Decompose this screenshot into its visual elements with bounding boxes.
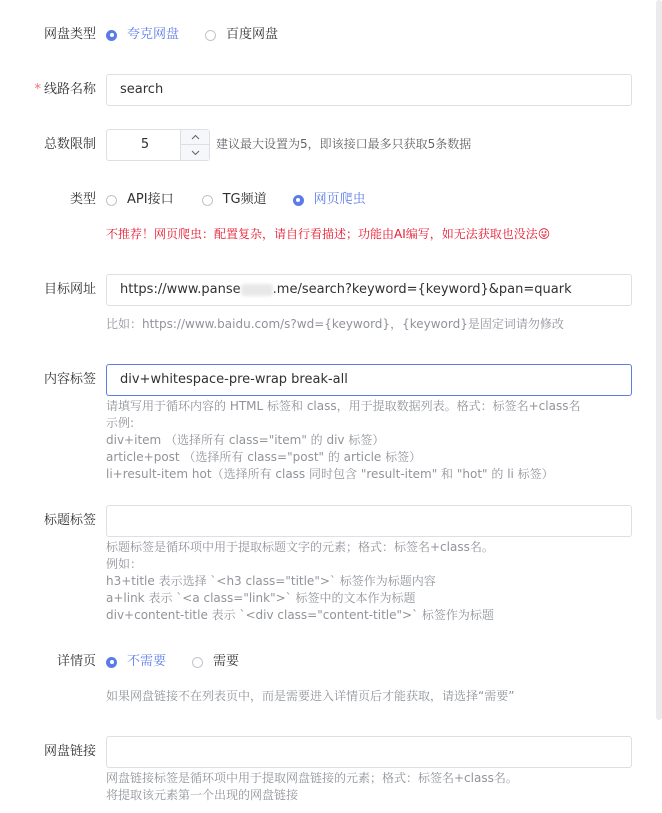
help-line: a+link 表示 `<a class="link">` 标签中的文本作为标题 [106,591,416,605]
url-suffix: .me/search?keyword={keyword}&pan=quark [272,282,572,297]
radio-dot-icon [106,657,117,668]
required-mark: * [34,82,41,97]
detail-page-hint: 如果网盘链接不在列表页中，而是需要进入详情页后才能获取，请选择“需要” [106,689,515,703]
radio-dot-icon [202,195,213,206]
disk-link-help [106,770,518,804]
radio-label: TG频道 [222,192,267,207]
radio-tg[interactable] [202,190,267,210]
help-line: 网盘链接标签是循环项中用于提取网盘链接的元素；格式：标签名+class名。 [106,771,518,785]
url-prefix: https://www.panse [120,282,241,297]
type-radio-group [106,190,390,210]
radio-dot-icon [205,30,216,41]
disk-type-label: 网盘类型 [43,27,96,42]
title-tag-label: 标题标签 [43,513,96,528]
help-line: h3+title 表示选择 `<h3 class="title">` 标签作为标题内容 [106,574,436,588]
detail-page-label: 详情页 [56,654,96,669]
title-tag-input[interactable] [106,505,632,537]
radio-quark[interactable] [106,25,179,45]
redacted-blur [241,284,273,296]
help-line: li+result-item hot（选择所有 class 同时包含 "result-item" 和 "hot" 的 li 标签） [106,467,554,481]
stepper-up-button[interactable] [181,130,209,145]
disk-link-label: 网盘链接 [43,744,96,759]
radio-label: 需要 [213,654,240,669]
radio-label: 网页爬虫 [313,192,366,207]
content-tag-label: 内容标签 [43,372,96,387]
help-line: 请填写用于循环内容的 HTML 标签和 class，用于提取数据列表。格式：标签名+class名 [106,399,581,413]
radio-api[interactable] [106,190,174,210]
radio-label: 百度网盘 [226,27,279,42]
stepper-buttons [180,130,209,160]
total-limit-hint: 建议最大设置为5，即该接口最多只获取5条数据 [216,137,472,151]
type-warning: 不推荐！网页爬虫：配置复杂，请自行看描述；功能由AI编写，如无法获取也没法😜 [106,227,551,241]
disk-link-input[interactable] [106,736,632,768]
help-line: div+content-title 表示 `<div class="content-title">` 标签作为标题 [106,608,494,622]
radio-dot-icon [106,30,117,41]
scrollbar[interactable] [656,0,662,720]
title-tag-help [106,539,494,624]
radio-dot-icon [293,195,304,206]
help-line: 标题标签是循环项中用于提取标题文字的元素；格式：标签名+class名。 [106,540,494,554]
target-url-label: 目标网址 [43,282,96,297]
route-name-label-text: 线路名称 [43,82,96,97]
chevron-down-icon [191,150,200,156]
target-url-input[interactable] [106,274,632,306]
total-limit-stepper[interactable] [106,129,210,161]
route-name-input[interactable]: search [106,74,632,106]
chevron-up-icon [191,134,200,140]
help-line: 例如： [106,557,143,571]
radio-dot-icon [192,657,203,668]
content-tag-input[interactable]: div+whitespace-pre-wrap break-all [106,364,632,396]
radio-no-detail[interactable] [106,652,166,672]
help-line: 示例: [106,416,135,430]
help-line: article+post （选择所有 class="post" 的 article 标签） [106,450,422,464]
radio-crawler[interactable] [293,190,366,210]
stepper-down-button[interactable] [181,145,209,160]
disk-type-radio-group [106,25,302,45]
total-limit-label: 总数限制 [43,137,96,152]
help-line: 将提取该元素第一个出现的网盘链接 [106,788,299,802]
radio-dot-icon [106,195,117,206]
radio-label: 夸克网盘 [127,27,180,42]
radio-label: 不需要 [127,654,167,669]
type-label: 类型 [69,192,96,207]
stepper-value[interactable]: 5 [140,137,150,152]
content-tag-help [106,398,580,483]
detail-page-radio-group [106,652,263,672]
help-line: div+item （选择所有 class="item" 的 div 标签） [106,433,385,447]
target-url-hint: 比如：https://www.baidu.com/s?wd={keyword}，{keyword}是固定词请勿修改 [106,317,564,331]
radio-baidu[interactable] [205,25,278,45]
radio-label: API接口 [127,192,174,207]
route-name-label [0,80,96,100]
radio-need-detail[interactable] [192,652,239,672]
